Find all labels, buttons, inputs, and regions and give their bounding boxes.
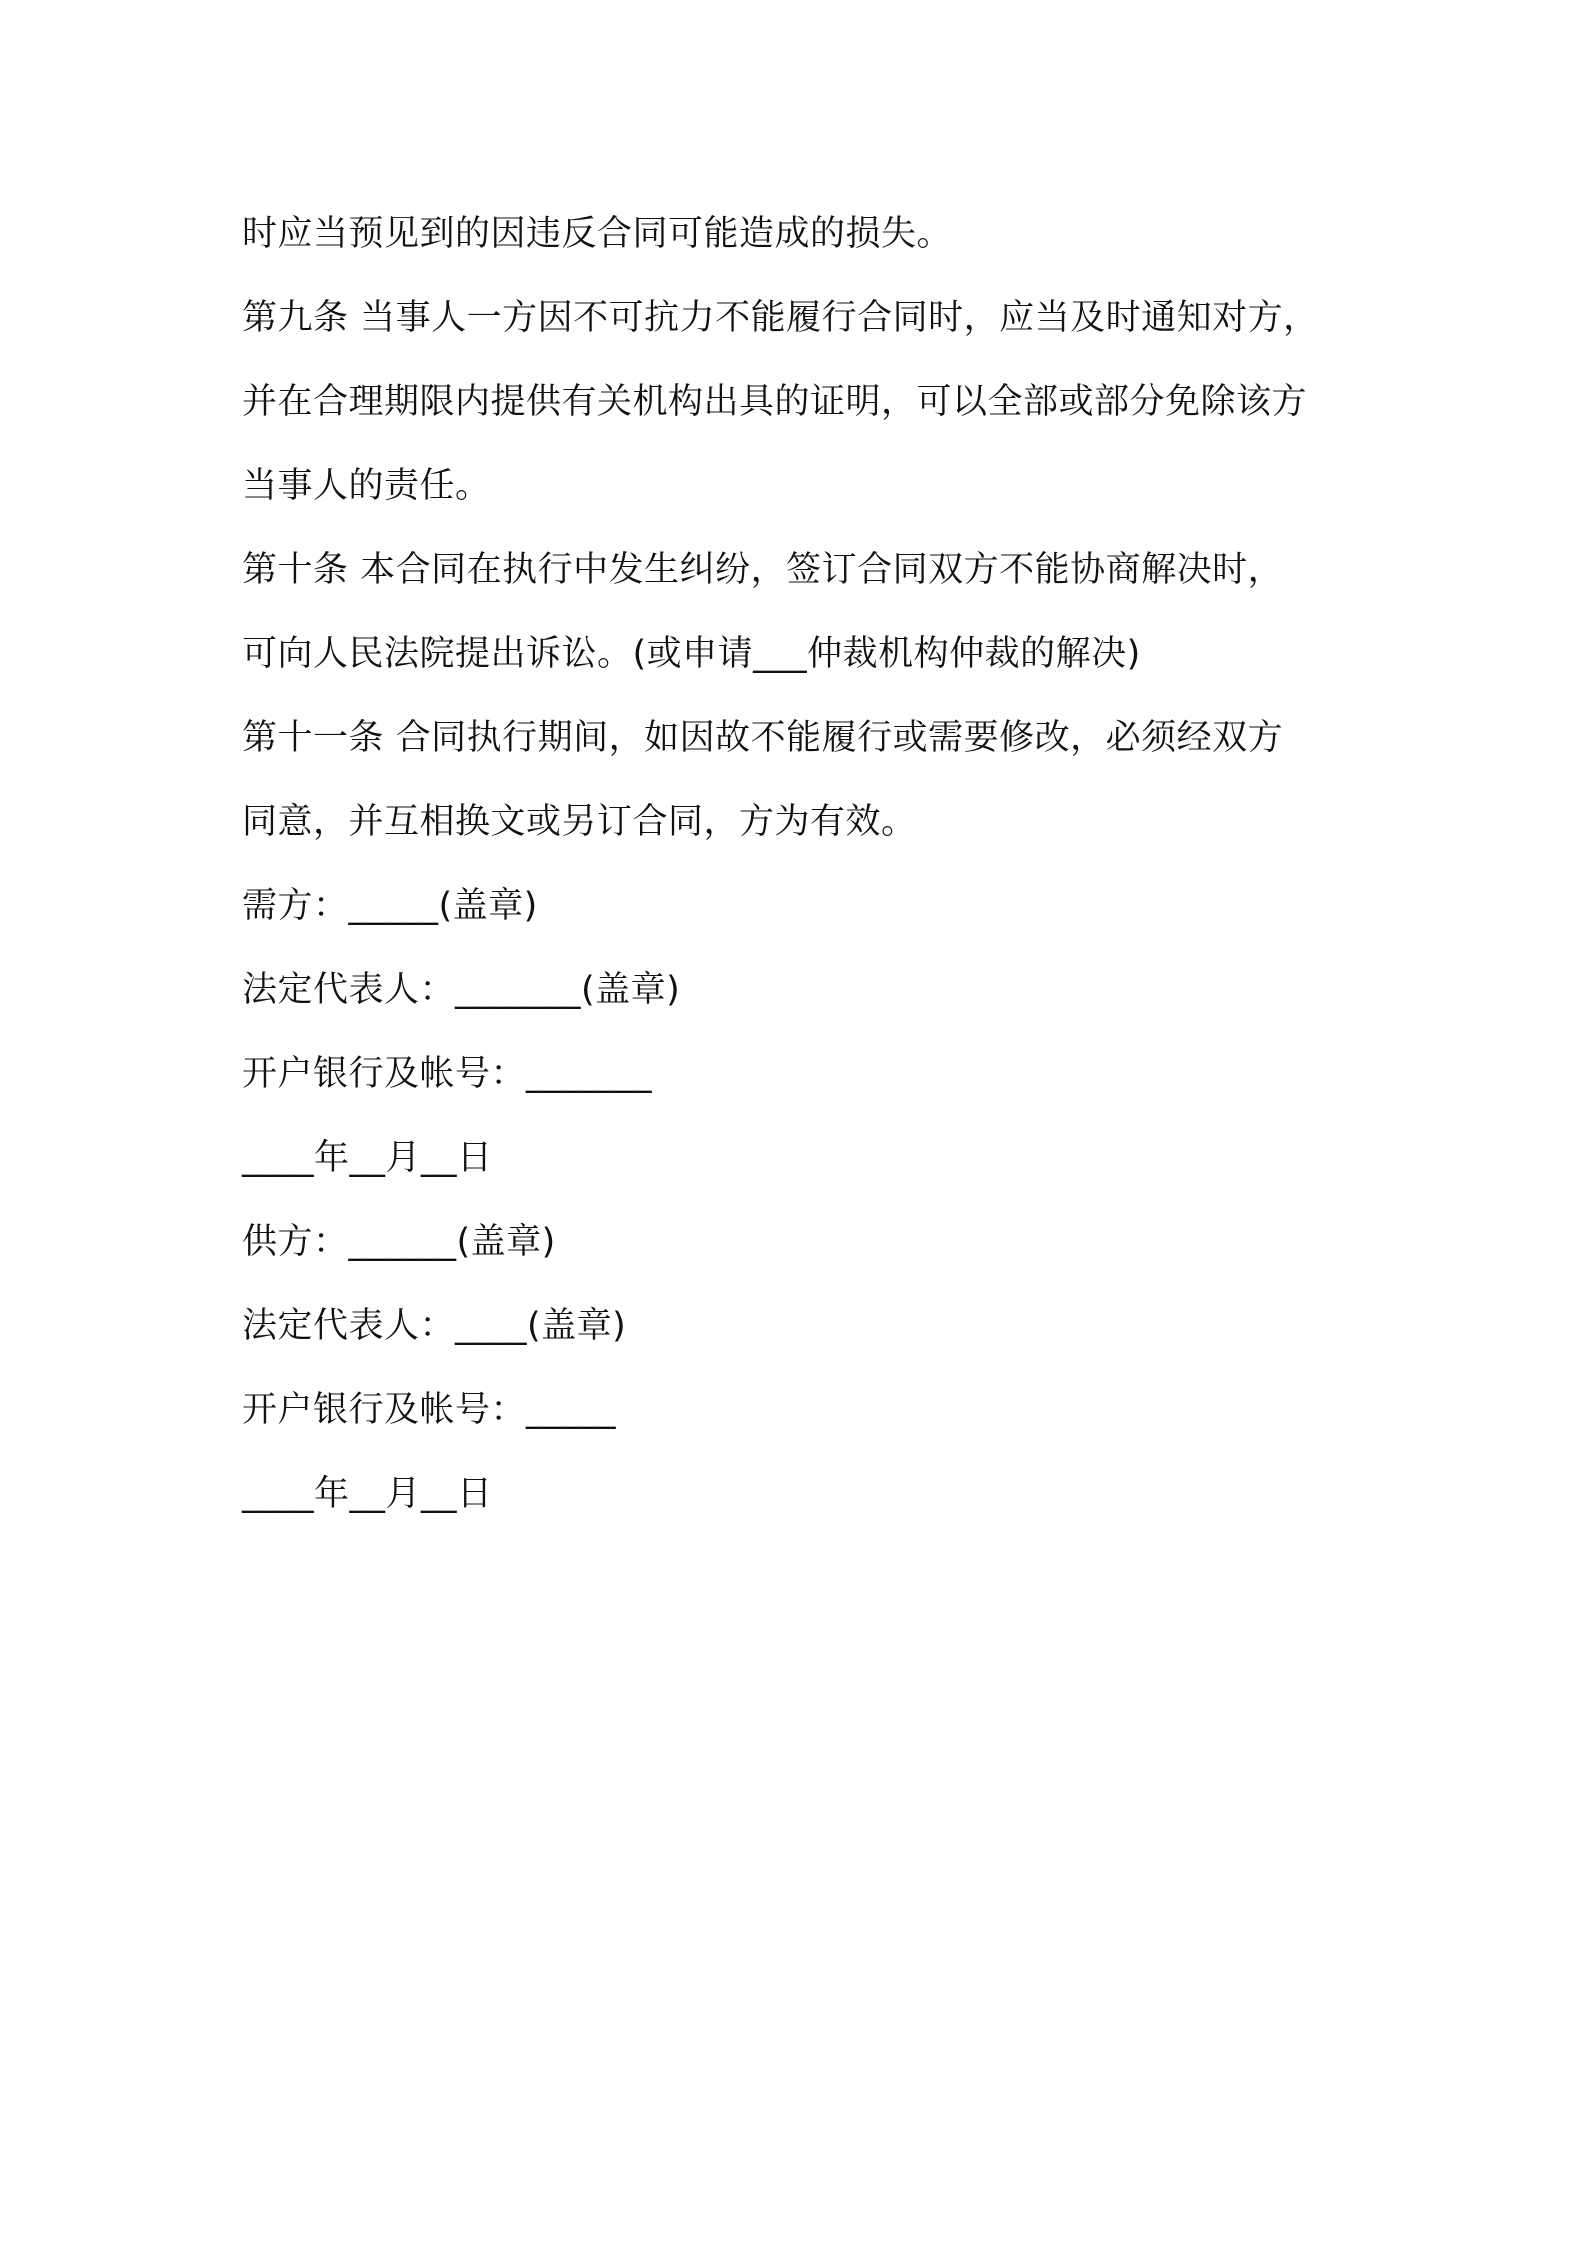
article-9-line-1: 第九条 当事人一方因不可抗力不能履行合同时，应当及时通知对方， <box>242 298 1319 338</box>
supplier-legal-rep-line: 法定代表人：____(盖章) <box>242 1306 627 1346</box>
buyer-signature-line: 需方：_____(盖章) <box>242 886 538 926</box>
supplier-date-line: ____年__月__日 <box>242 1474 493 1514</box>
buyer-bank-account-line: 开户银行及帐号：_______ <box>242 1054 653 1094</box>
document-body <box>242 192 1392 1536</box>
article-10-line-2: 可向人民法院提出诉讼。(或申请___仲裁机构仲裁的解决) <box>242 634 1141 674</box>
article-9-line-2: 并在合理期限内提供有关机构出具的证明，可以全部或部分免除该方 <box>242 382 1308 422</box>
text-line: 时应当预见到的因违反合同可能造成的损失。 <box>242 214 953 254</box>
article-11-line-1: 第十一条 合同执行期间，如因故不能履行或需要修改，必须经双方 <box>242 718 1284 758</box>
article-10-line-1: 第十条 本合同在执行中发生纠纷，签订合同双方不能协商解决时， <box>242 550 1284 590</box>
article-9-line-3: 当事人的责任。 <box>242 466 491 506</box>
supplier-bank-account-line: 开户银行及帐号：_____ <box>242 1390 617 1430</box>
buyer-legal-rep-line: 法定代表人：_______(盖章) <box>242 970 681 1010</box>
article-11-line-2: 同意，并互相换文或另订合同，方为有效。 <box>242 802 917 842</box>
buyer-date-line: ____年__月__日 <box>242 1138 493 1178</box>
supplier-signature-line: 供方：______(盖章) <box>242 1222 556 1262</box>
